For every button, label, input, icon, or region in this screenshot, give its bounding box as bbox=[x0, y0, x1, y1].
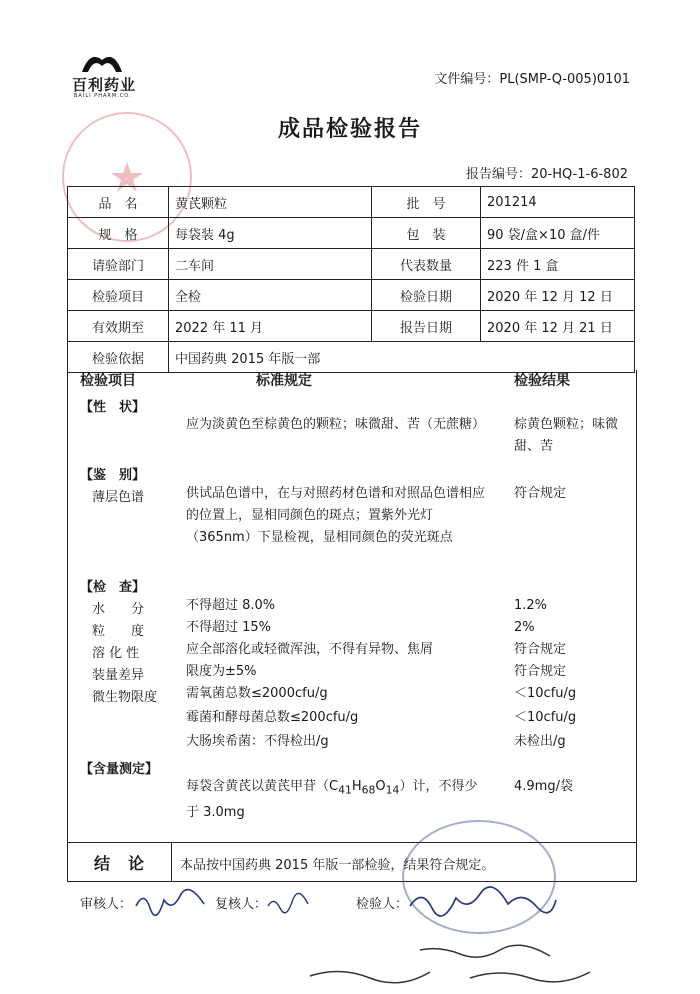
ecoli-standard: 大肠埃希菌：不得检出/g bbox=[186, 734, 329, 749]
test-date-label: 检验日期 bbox=[372, 280, 481, 311]
logo-mark-icon bbox=[80, 50, 124, 72]
qty-label: 代表数量 bbox=[372, 249, 481, 280]
report-title: 成品检验报告 bbox=[277, 117, 422, 142]
batch-label: 批 号 bbox=[372, 187, 481, 218]
character-result: 棕黄色颗粒；味微甜、苦 bbox=[514, 417, 619, 454]
col-header-item: 检验项目 bbox=[80, 373, 136, 389]
rechecker-signature bbox=[266, 892, 310, 914]
section-identification: 【鉴 别】 bbox=[80, 468, 146, 483]
test-date-value: 2020 年 12 月 12 日 bbox=[481, 280, 635, 311]
moisture-standard: 不得超过 8.0% bbox=[186, 598, 276, 613]
document-number: 文件编号：PL(SMP-Q-005)0101 bbox=[434, 72, 630, 87]
mold-result: ＜10cfu/g bbox=[514, 710, 577, 725]
conclusion-label: 结论 bbox=[94, 854, 163, 873]
product-name-value: 黄芪颗粒 bbox=[169, 187, 372, 218]
mold-standard: 霉菌和酵母菌总数≤200cfu/g bbox=[186, 710, 359, 725]
conclusion-divider bbox=[171, 843, 172, 881]
loading-standard: 限度为±5% bbox=[186, 664, 257, 679]
pack-value: 90 袋/盒×10 盒/件 bbox=[481, 218, 635, 249]
granule-label: 粒 度 bbox=[92, 624, 145, 639]
company-logo bbox=[70, 50, 160, 98]
table-row bbox=[68, 342, 635, 373]
tlc-label: 薄层色谱 bbox=[92, 490, 145, 505]
report-number: 报告编号：20-HQ-1-6-802 bbox=[465, 167, 628, 182]
section-character: 【性 状】 bbox=[80, 400, 146, 415]
section-check: 【检 查】 bbox=[80, 580, 146, 595]
granule-result: 2% bbox=[514, 620, 535, 635]
conclusion-text: 本品按中国药典 2015 年版一部检验，结果符合规定。 bbox=[180, 858, 495, 873]
reviewer-label: 审核人： bbox=[80, 897, 133, 912]
reviewer-signature bbox=[134, 888, 208, 916]
table-row bbox=[68, 280, 635, 311]
rechecker-label: 复核人： bbox=[215, 897, 268, 912]
solubility-standard: 应全部溶化或轻微浑浊，不得有异物、焦屑 bbox=[186, 642, 434, 657]
table-row bbox=[68, 311, 635, 342]
table-row bbox=[68, 187, 635, 218]
batch-value: 201214 bbox=[481, 187, 635, 218]
product-name-label: 品 名 bbox=[68, 187, 169, 218]
bottom-handwriting-marks bbox=[300, 944, 600, 984]
spec-label: 规 格 bbox=[68, 218, 169, 249]
test-item-label: 检验项目 bbox=[68, 280, 169, 311]
test-item-value: 全检 bbox=[169, 280, 372, 311]
assay-standard: 每袋含黄芪以黄芪甲苷$(C_{41}H_{68}O_{14})$计，不得少于 3.0mg bbox=[186, 779, 478, 820]
micro-label: 微生物限度 bbox=[92, 690, 158, 705]
inspector-signature bbox=[408, 884, 558, 918]
moisture-result: 1.2% bbox=[514, 598, 548, 613]
granule-standard: 不得超过 15% bbox=[186, 620, 272, 635]
loading-result: 符合规定 bbox=[514, 664, 567, 679]
aerobic-standard: 需氧菌总数≤2000cfu/g bbox=[186, 686, 328, 701]
col-header-result: 检验结果 bbox=[514, 373, 570, 389]
dept-label: 请验部门 bbox=[68, 249, 169, 280]
results-section bbox=[67, 370, 637, 842]
inspector-label: 检验人： bbox=[356, 897, 409, 912]
solubility-label: 溶 化 性 bbox=[92, 646, 140, 661]
col-header-standard: 标准规定 bbox=[256, 373, 312, 389]
qty-value: 223 件 1 盒 bbox=[481, 249, 635, 280]
company-name-cn: 百利药业 bbox=[72, 76, 137, 94]
solubility-result: 符合规定 bbox=[514, 642, 567, 657]
loading-label: 装量差异 bbox=[92, 668, 145, 683]
product-info-table bbox=[67, 186, 635, 373]
pack-label: 包 装 bbox=[372, 218, 481, 249]
basis-value: 中国药典 2015 年版一部 bbox=[169, 342, 635, 373]
moisture-label: 水 分 bbox=[92, 602, 145, 617]
expiry-value: 2022 年 11 月 bbox=[169, 311, 372, 342]
report-date-value: 2020 年 12 月 21 日 bbox=[481, 311, 635, 342]
basis-label: 检验依据 bbox=[68, 342, 169, 373]
tlc-standard: 供试品色谱中，在与对照药材色谱和对照品色谱相应的位置上，显相同颜色的斑点；置紫外光灯（365nm）下显检视，显相同颜色的荧光斑点 bbox=[186, 486, 486, 545]
spec-value: 每袋装 4g bbox=[169, 218, 372, 249]
dept-value: 二车间 bbox=[169, 249, 372, 280]
ecoli-result: 未检出/g bbox=[514, 734, 566, 749]
expiry-label: 有效期至 bbox=[68, 311, 169, 342]
tlc-result: 符合规定 bbox=[514, 486, 567, 501]
table-row bbox=[68, 249, 635, 280]
character-standard: 应为淡黄色至棕黄色的颗粒；味微甜、苦（无蔗糖） bbox=[186, 417, 486, 432]
assay-result: 4.9mg/袋 bbox=[514, 779, 573, 794]
section-assay: 【含量测定】 bbox=[80, 762, 159, 777]
company-name-en: BAILI PHARM.CO. bbox=[74, 93, 132, 99]
aerobic-result: ＜10cfu/g bbox=[514, 686, 577, 701]
table-row bbox=[68, 218, 635, 249]
report-date-label: 报告日期 bbox=[372, 311, 481, 342]
